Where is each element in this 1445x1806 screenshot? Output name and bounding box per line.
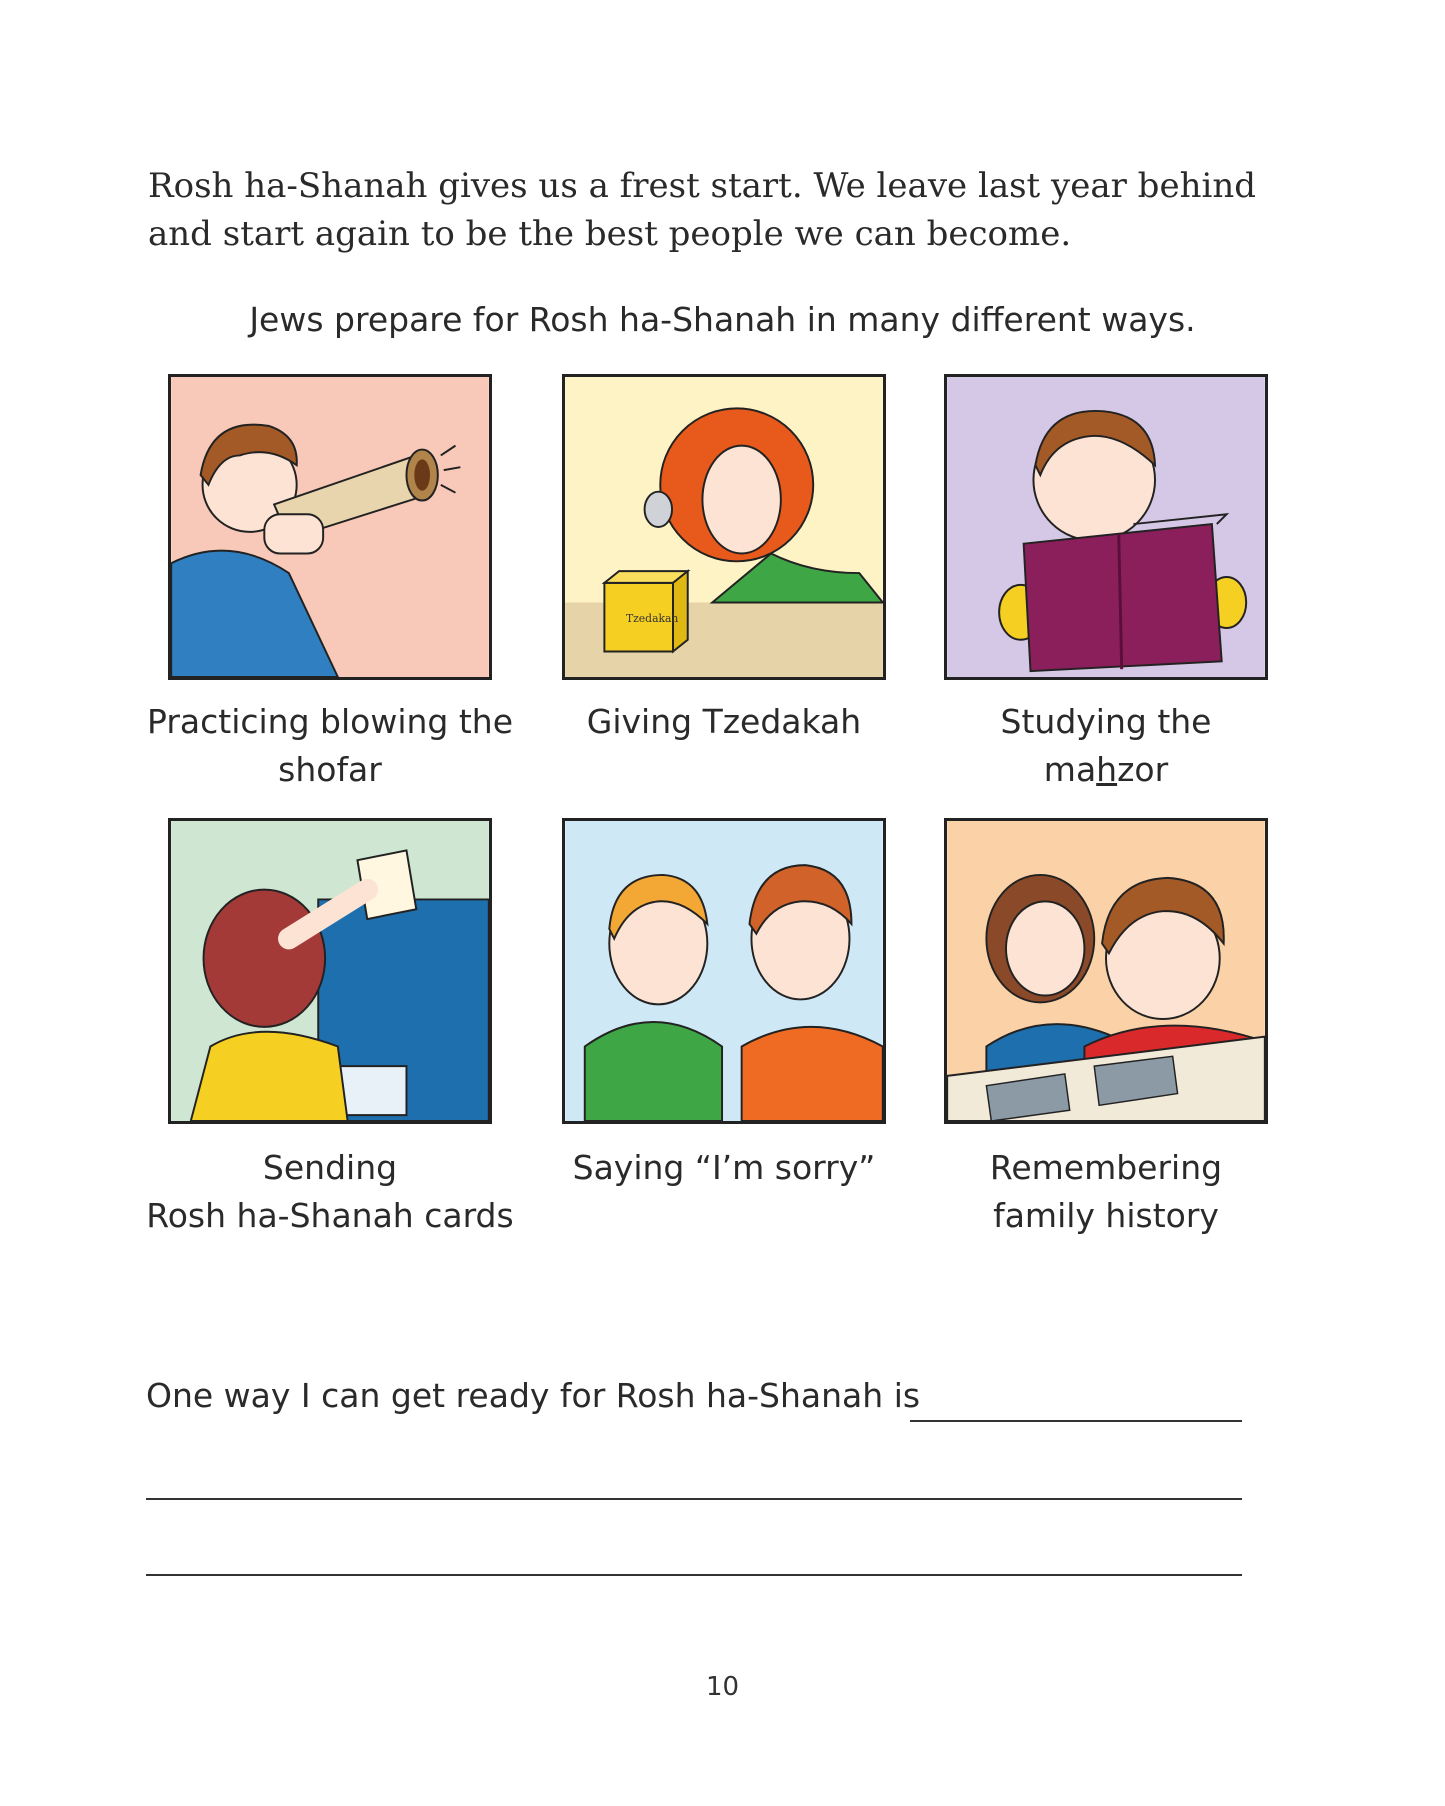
- caption-sorry-line1: Saying “I’m sorry”: [572, 1148, 876, 1187]
- caption-tzedakah: [524, 698, 924, 746]
- caption-cards-line2: Rosh ha-Shanah cards: [146, 1196, 514, 1235]
- illustration-family-history: [944, 818, 1268, 1124]
- tzedakah-box-label: Tzedakah: [625, 612, 679, 626]
- caption-mahzor-after: zor: [1117, 750, 1169, 789]
- caption-sorry: [524, 1144, 924, 1192]
- lead-sentence: Jews prepare for Rosh ha-Shanah in many different ways.: [249, 300, 1196, 339]
- illustration-shofar: [168, 374, 492, 680]
- caption-family-history: [906, 1144, 1306, 1240]
- caption-mahzor-before: ma: [1043, 750, 1097, 789]
- page-number: 10: [705, 1672, 740, 1702]
- answer-line-1[interactable]: [910, 1420, 1242, 1422]
- caption-mahzor-underlined: h: [1096, 750, 1118, 789]
- intro-paragraph: Rosh ha-Shanah gives us a frest start. We leave last year behind and start again to be the best people we can become.: [148, 166, 1257, 254]
- caption-mahzor-line1: Studying the: [1000, 702, 1212, 741]
- answer-line-3[interactable]: [146, 1574, 1242, 1576]
- caption-cards-line1: Sending: [262, 1148, 398, 1187]
- illustration-sorry: [562, 818, 886, 1124]
- caption-family-history-line2: family history: [993, 1196, 1219, 1235]
- tzedakah-drawing: [565, 377, 883, 677]
- caption-cards: [130, 1144, 530, 1240]
- mahzor-drawing: [947, 377, 1265, 677]
- caption-shofar-line2: shofar: [278, 750, 382, 789]
- caption-mahzor: [906, 698, 1306, 794]
- cards-drawing: [171, 821, 489, 1121]
- illustration-tzedakah: [562, 374, 886, 680]
- family-history-drawing: [947, 821, 1265, 1121]
- answer-line-2[interactable]: [146, 1498, 1242, 1500]
- caption-shofar: [130, 698, 530, 794]
- sorry-drawing: [565, 821, 883, 1121]
- caption-family-history-line1: Remembering: [989, 1148, 1223, 1187]
- shofar-drawing: [171, 377, 489, 677]
- caption-mahzor-line2: [906, 746, 1306, 794]
- caption-tzedakah-line1: Giving Tzedakah: [586, 702, 862, 741]
- illustration-cards: [168, 818, 492, 1124]
- writing-prompt: One way I can get ready for Rosh ha-Shanah is: [146, 1376, 921, 1415]
- illustration-mahzor: [944, 374, 1268, 680]
- caption-shofar-line1: Practicing blowing the: [147, 702, 513, 741]
